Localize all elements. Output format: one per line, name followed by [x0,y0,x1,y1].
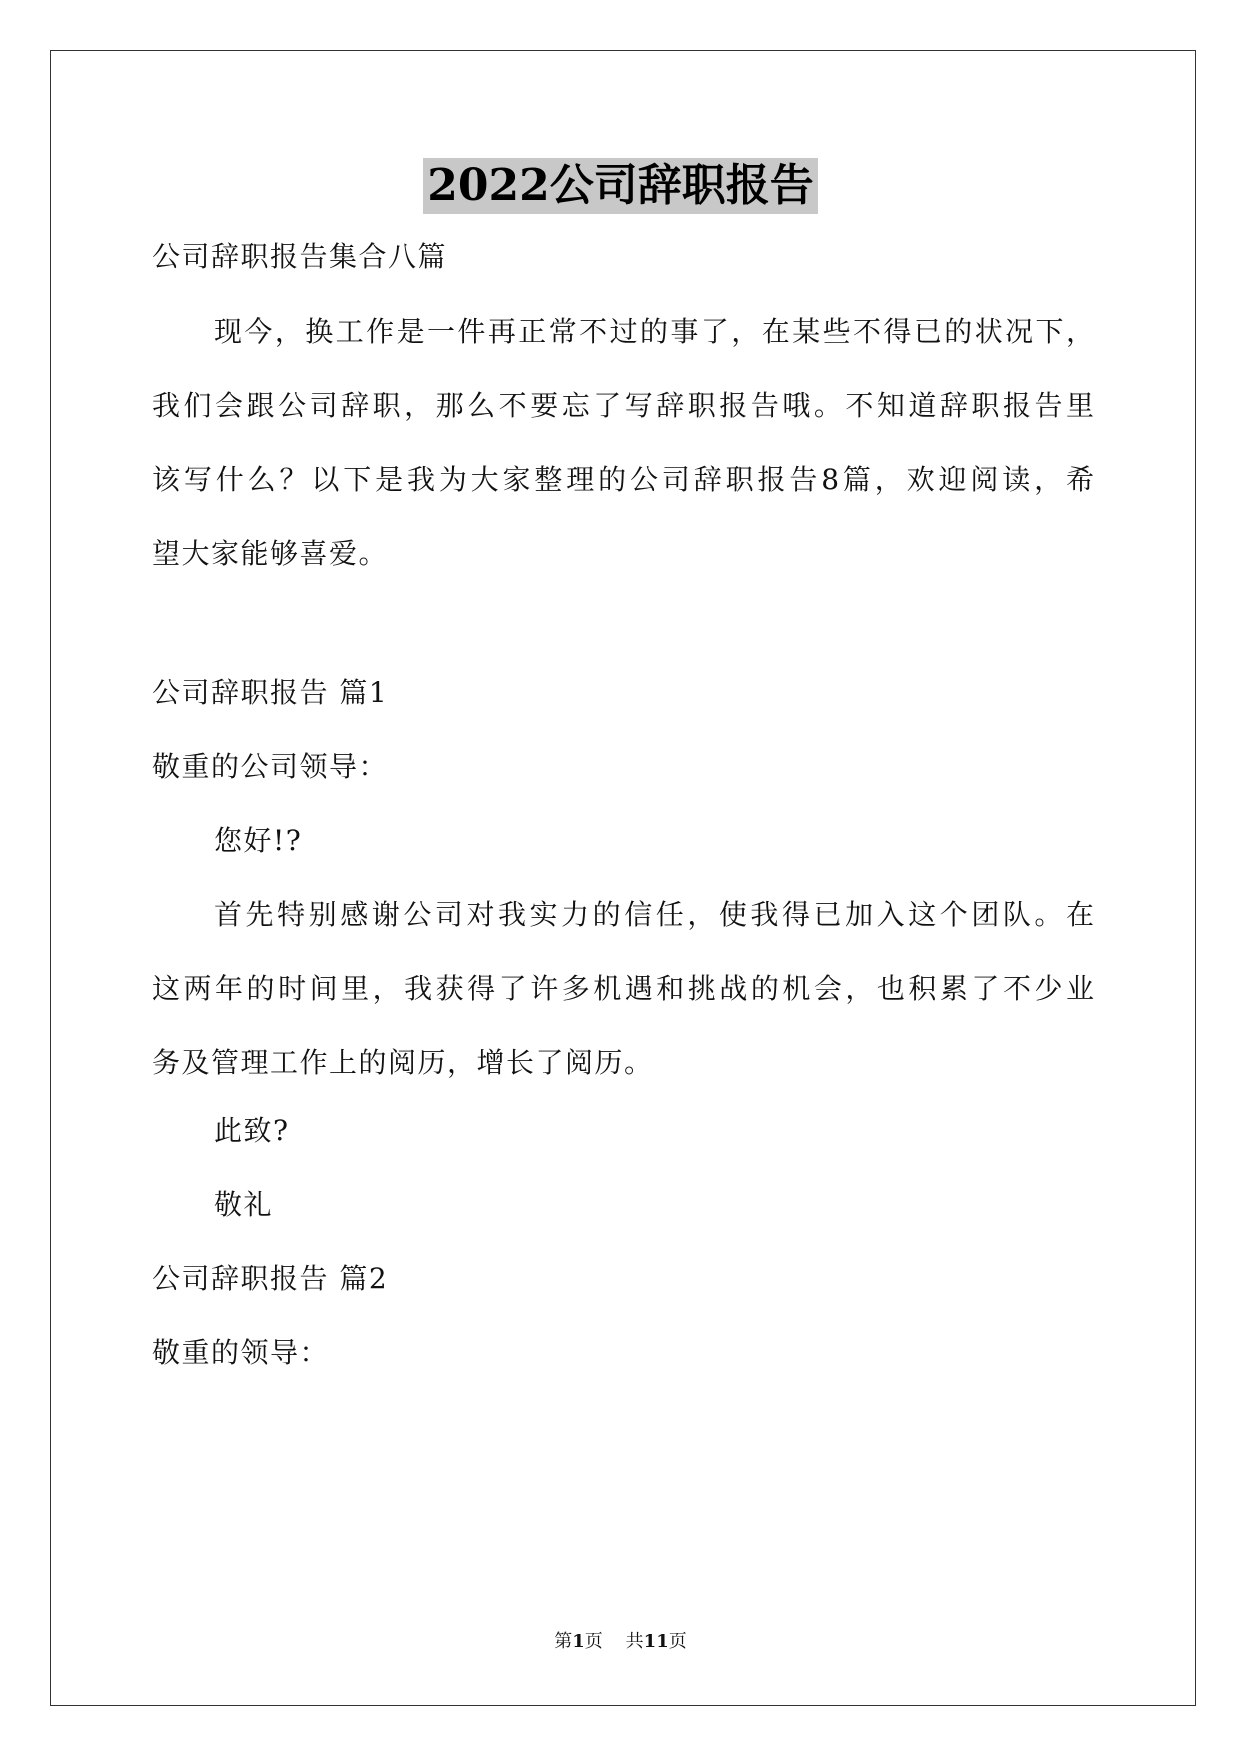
footer-total-suffix: 页 [668,1631,687,1652]
title-container [0,158,1241,214]
section1-salutation: 敬重的公司领导： [152,750,389,783]
section1-heading: 公司辞职报告 篇1 [152,676,389,709]
section1-greeting: 您好!? [214,824,303,857]
section2-salutation: 敬重的领导： [152,1336,330,1369]
footer-total-prefix: 共 [625,1631,644,1652]
page-border [50,50,1196,1706]
intro-line-3: 该写什么？以下是我为大家整理的公司辞职报告8篇，欢迎阅读，希 [152,463,1094,496]
page-footer [0,1630,1241,1654]
intro-line-2: 我们会跟公司辞职，那么不要忘了写辞职报告哦。不知道辞职报告里 [152,389,1094,422]
footer-page-total: 11 [643,1631,669,1652]
document-title: 2022公司辞职报告 [423,158,817,214]
section1-body-line-1: 首先特别感谢公司对我实力的信任，使我得已加入这个团队。在 [214,898,1094,931]
document-subtitle: 公司辞职报告集合八篇 [152,240,448,273]
footer-page-prefix: 第 [554,1631,573,1652]
footer-page-current: 1 [572,1631,585,1652]
section1-regards: 敬礼 [214,1188,274,1221]
section1-body-line-2: 这两年的时间里，我获得了许多机遇和挑战的机会，也积累了不少业 [152,972,1094,1005]
intro-line-1: 现今，换工作是一件再正常不过的事了，在某些不得已的状况下， [214,315,1094,348]
section1-body-line-3: 务及管理工作上的阅历，增长了阅历。 [152,1046,654,1079]
footer-page-suffix: 页 [584,1631,603,1652]
section2-heading: 公司辞职报告 篇2 [152,1262,389,1295]
section1-closing: 此致? [214,1114,290,1147]
intro-line-4: 望大家能够喜爱。 [152,537,389,570]
